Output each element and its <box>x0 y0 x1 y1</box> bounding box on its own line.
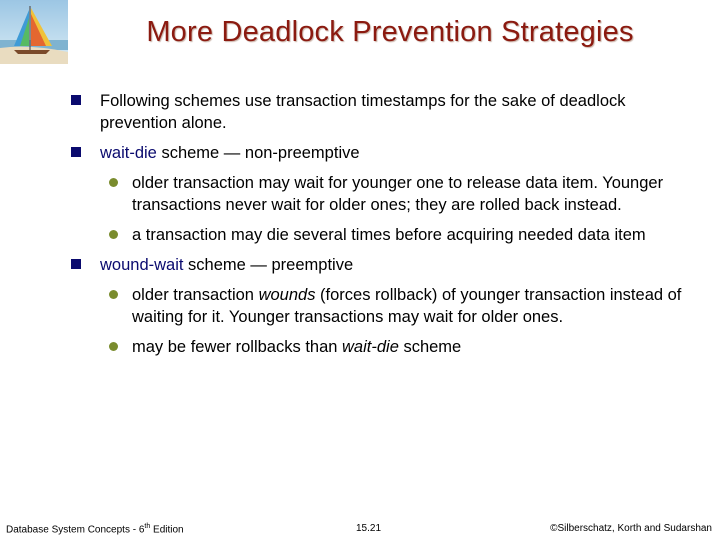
round-bullet-icon <box>109 178 118 187</box>
sub-bullet-text: a transaction may die several times before acquiring needed data item <box>132 226 646 244</box>
bullet-text: scheme — non-preemptive <box>156 144 360 162</box>
round-bullet-icon <box>109 342 118 351</box>
footer-edition-suffix: th <box>144 523 151 530</box>
emph-wounds: wounds <box>258 286 316 304</box>
sub-bullet-text-before: older transaction <box>132 286 259 304</box>
sub-bullet-older-may-wait <box>107 172 690 216</box>
square-bullet-icon <box>71 95 81 105</box>
round-bullet-icon <box>109 230 118 239</box>
emph-wait-die: wait-die <box>342 338 399 356</box>
sailboat-logo-icon <box>0 0 68 64</box>
term-wound-wait: wound-wait <box>100 256 184 274</box>
sub-bullet-fewer-rollbacks <box>107 336 690 358</box>
sub-bullet-text-after: scheme <box>398 338 462 356</box>
sub-bullet-text: older transaction may wait for younger one to release data item. Younger transactions never wait for older ones; they are rolled back instead. <box>132 174 664 214</box>
bullet-text: Following schemes use transaction timestamps for the sake of deadlock prevention alone. <box>100 92 626 132</box>
footer-copyright: ©Silberschatz, Korth and Sudarshan <box>550 523 712 534</box>
bullet-wound-wait <box>70 254 690 276</box>
square-bullet-icon <box>71 147 81 157</box>
sub-bullet-may-die <box>107 224 690 246</box>
footer-book-tail: Edition <box>150 524 184 536</box>
footer-book-main: Database System Concepts - 6 <box>6 524 145 536</box>
bullet-wait-die <box>70 142 690 164</box>
footer-book-title <box>6 523 184 535</box>
term-wait-die: wait-die <box>100 144 157 162</box>
bullet-text: scheme — preemptive <box>183 256 354 274</box>
bullet-timestamps <box>70 90 690 134</box>
sub-bullet-text-before: may be fewer rollbacks than <box>132 338 343 356</box>
slide-title: More Deadlock Prevention Strategies <box>146 16 634 48</box>
square-bullet-icon <box>71 259 81 269</box>
slide-content <box>70 90 690 366</box>
footer-page-number: 15.21 <box>356 523 382 534</box>
sub-bullet-older-wounds <box>107 284 690 328</box>
round-bullet-icon <box>109 290 118 299</box>
sub-bullet-text-after: (forces rollback) of younger transaction instead of waiting for it. Younger transactions may wait for older ones. <box>132 286 682 326</box>
